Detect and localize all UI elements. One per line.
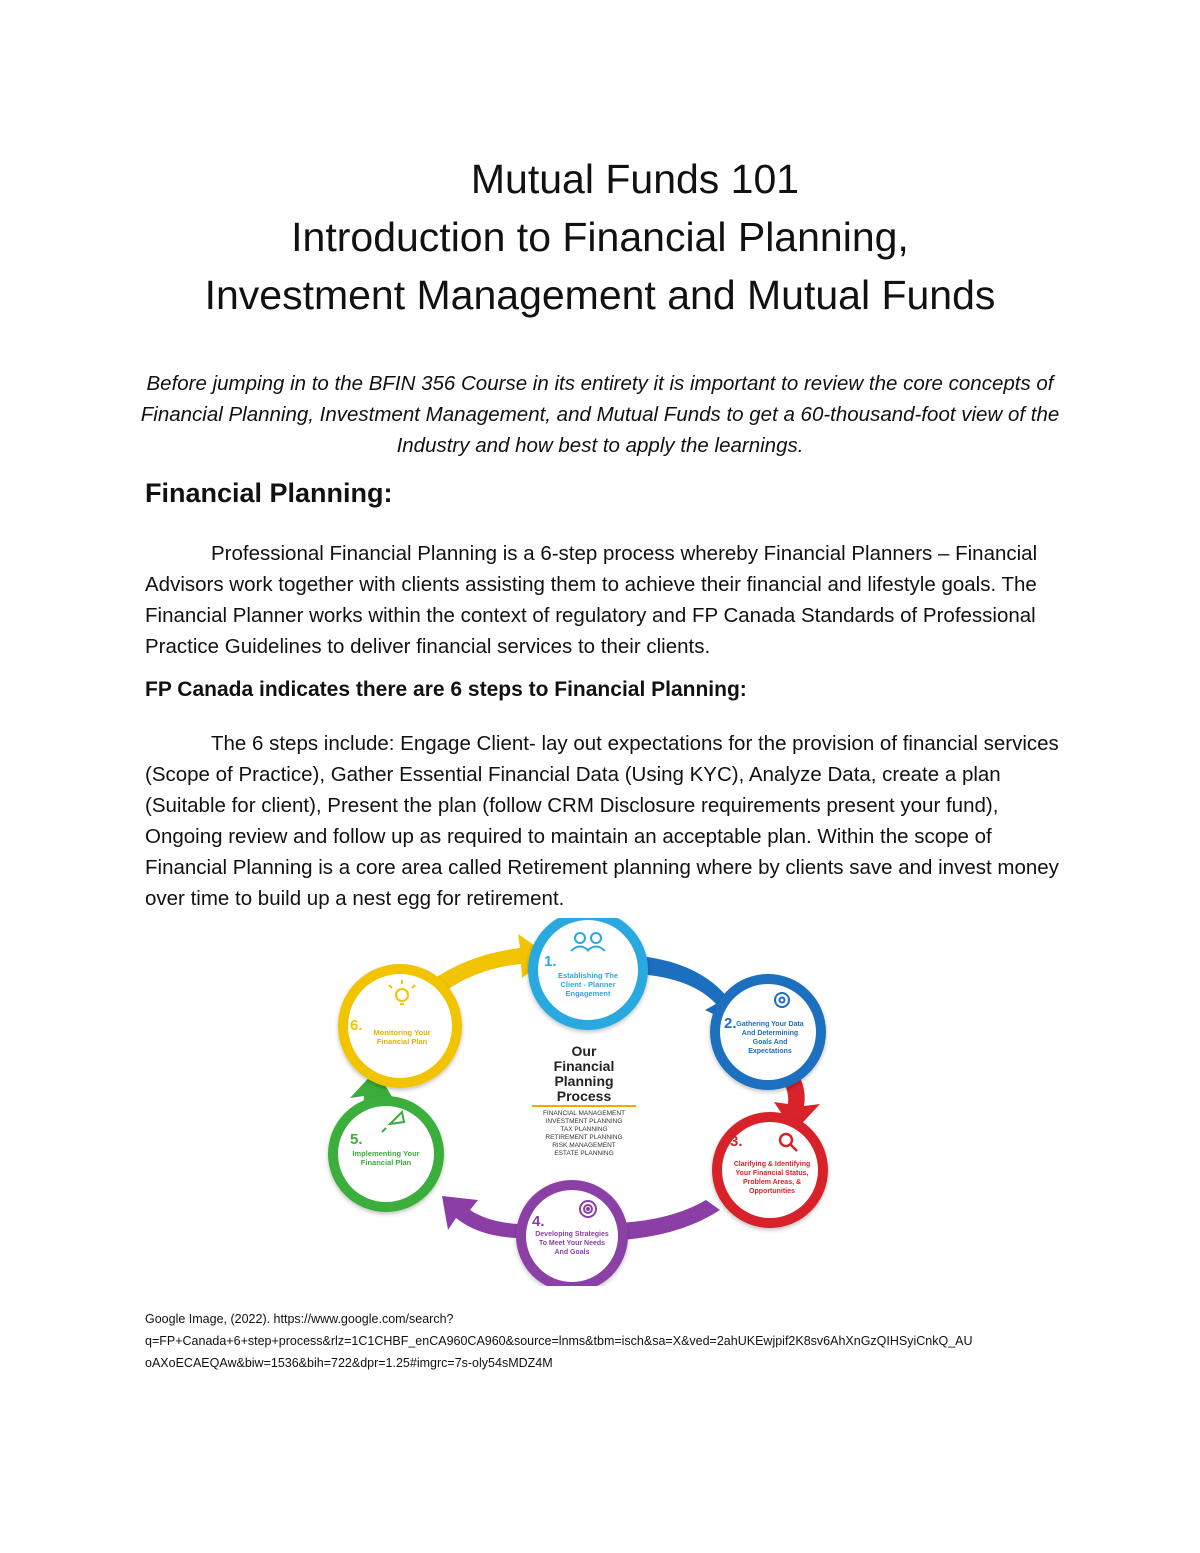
- step-2-label-line-4: Expectations: [748, 1048, 792, 1055]
- step-3-number: 3.: [730, 1133, 743, 1150]
- step-1-number: 1.: [544, 953, 557, 970]
- step-3-label-line-2: Your Financial Status,: [735, 1170, 809, 1177]
- step-6-number: 6.: [350, 1017, 363, 1034]
- step-1-label-line-2: Client - Planner: [560, 980, 616, 989]
- step-4-number: 4.: [532, 1213, 545, 1230]
- center-item-2: INVESTMENT PLANNING: [545, 1118, 623, 1125]
- arrow-4-to-5: [442, 1196, 518, 1238]
- citation-line-1[interactable]: Google Image, (2022). https://www.google.com/search?: [145, 1312, 454, 1326]
- step-4-label-line-1: Developing Strategies: [535, 1231, 609, 1238]
- center-title-line-3: Planning: [554, 1073, 614, 1089]
- step-3-label-line-4: Opportunities: [749, 1188, 795, 1195]
- financial-planning-process-diagram: [320, 918, 860, 1286]
- center-item-5: RISK MANAGEMENT: [552, 1142, 616, 1149]
- center-item-1: FINANCIAL MANAGEMENT: [542, 1110, 626, 1117]
- fp-canada-paragraph: [145, 728, 1065, 914]
- image-citation: [145, 1308, 1065, 1374]
- financial-planning-paragraph: [145, 538, 1065, 662]
- step-5-number: 5.: [350, 1131, 363, 1148]
- title-line-1: Mutual Funds 101: [470, 156, 800, 202]
- step-5-label-line-1: Implementing Your: [352, 1149, 420, 1158]
- document-title: [60, 150, 1140, 324]
- intro-paragraph: Before jumping in to the BFIN 356 Course in its entirety it is important to review the core concepts of Financial Planning, Investment Management, and Mutual Funds to get a 60-thousand-foot view of the Industry and how best to apply the learnings.: [140, 372, 1060, 457]
- center-title-line-2: Financial: [553, 1058, 615, 1074]
- step-4-label-line-2: To Meet Your Needs: [538, 1240, 606, 1247]
- center-title-line-1: Our: [571, 1043, 597, 1059]
- center-item-6: ESTATE PLANNING: [554, 1150, 614, 1157]
- financial-planning-heading: Financial Planning:: [145, 478, 393, 508]
- step-4-label-line-3: And Goals: [554, 1249, 590, 1256]
- step-2-label-line-3: Goals And: [752, 1039, 788, 1046]
- step-2-label-line-1: Gathering Your Data: [736, 1021, 804, 1028]
- title-line-2: Introduction to Financial Planning,: [291, 214, 909, 260]
- step-3-label-line-3: Problem Areas, &: [742, 1179, 802, 1186]
- center-title-line-4: Process: [556, 1088, 612, 1104]
- citation-line-2[interactable]: q=FP+Canada+6+step+process&rlz=1C1CHBF_enCA960CA960&source=lnms&tbm=isch&sa=X&ved=2ahUKEwjpif2K8sv6AhXnGzQIHSyiCnkQ_AU: [145, 1334, 973, 1348]
- citation-line-3[interactable]: oAXoECAEQAw&biw=1536&bih=722&dpr=1.25#imgrc=7s-oly54sMDZ4M: [145, 1356, 553, 1370]
- step-1-label-line-3: Engagement: [565, 989, 611, 998]
- step-6-label-line-1: Monitoring Your: [373, 1028, 431, 1037]
- step-3-label-line-1: Clarifying & Identifying: [733, 1161, 811, 1168]
- step-2-number: 2.: [724, 1015, 737, 1032]
- step-2-label-line-2: And Determining: [741, 1030, 799, 1037]
- step-5-label-line-2: Financial Plan: [360, 1158, 412, 1167]
- fp-canada-text: The 6 steps include: Engage Client- lay out expectations for the provision of financial services (Scope of Practice), Gather Essential Financial Data (Using KYC), Analyze Data, create a plan (Suitable for client), Present the plan (follow CRM Disclosure requirements present your fund), Ongoing review and follow up as required to maintain an acceptable plan. Within the scope of Financial Planning is a core area called Retirement planning where by clients save and invest money over time to build up a nest egg for retirement.: [145, 732, 1059, 910]
- step-6-label-line-2: Financial Plan: [376, 1037, 428, 1046]
- fp-canada-heading: FP Canada indicates there are 6 steps to Financial Planning:: [145, 678, 747, 701]
- financial-planning-text: Professional Financial Planning is a 6-step process whereby Financial Planners – Financial Advisors work together with clients assisting them to achieve their financial and lifestyle goals. The Financial Planner works within the context of regulatory and FP Canada Standards of Professional Practice Guidelines to deliver financial services to their clients.: [145, 542, 1038, 658]
- step-1-label-line-1: Establishing The: [557, 971, 619, 980]
- center-item-3: TAX PLANNING: [560, 1126, 608, 1133]
- center-item-4: RETIREMENT PLANNING: [545, 1134, 623, 1141]
- title-line-3: Investment Management and Mutual Funds: [204, 272, 996, 318]
